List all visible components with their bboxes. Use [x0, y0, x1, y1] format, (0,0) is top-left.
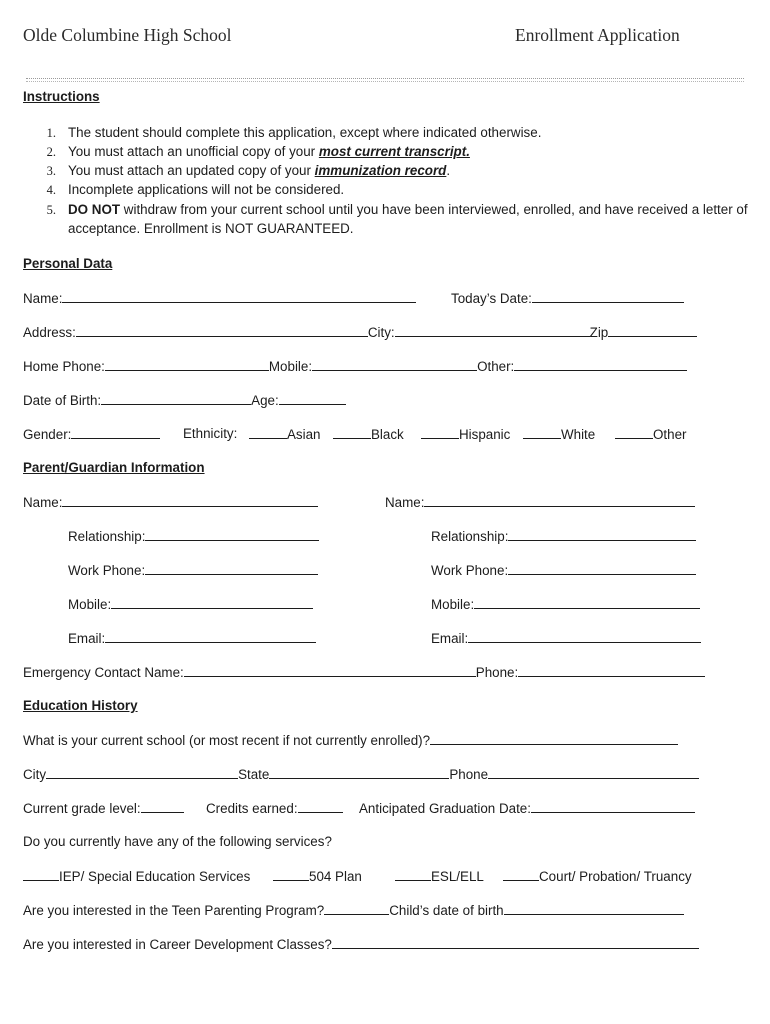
- service-504-blank[interactable]: [273, 868, 309, 881]
- graduation-row: [359, 800, 695, 816]
- guardian2-name-field[interactable]: [424, 494, 695, 507]
- guardian2-relationship-row: [431, 528, 696, 544]
- emergency-phone-field[interactable]: [518, 664, 705, 677]
- school-name: Olde Columbine High School: [23, 25, 232, 45]
- career-classes-row: [23, 936, 699, 952]
- guardian2-email-label: Email:: [431, 631, 469, 646]
- instruction-item: [68, 163, 450, 178]
- guardian1-relationship-field[interactable]: [145, 528, 319, 541]
- ethnicity-option-label: Other: [653, 427, 687, 442]
- grade-level-label: Current grade level:: [23, 801, 141, 816]
- school-phone-label: Phone: [449, 767, 489, 782]
- service-option-esl: [395, 868, 484, 884]
- school-state-label: State: [238, 767, 270, 782]
- dob-label: Date of Birth:: [23, 393, 102, 408]
- mobile-label: Mobile:: [268, 359, 313, 374]
- ethnicity-option-label: Asian: [287, 427, 321, 442]
- current-school-question: What is your current school (or most recent if not currently enrolled)?: [23, 733, 431, 748]
- instruction-number: 3.: [46, 164, 56, 178]
- education-heading: Education History: [23, 698, 138, 713]
- todays-date-field[interactable]: [532, 290, 684, 303]
- instruction-number: 1.: [46, 126, 56, 140]
- guardian1-work-phone-field[interactable]: [145, 562, 318, 575]
- guardian2-work-phone-row: [431, 562, 696, 578]
- guardian2-mobile-field[interactable]: [474, 596, 700, 609]
- ethnicity-black-blank[interactable]: [333, 426, 371, 439]
- guardian-heading: Parent/Guardian Information: [23, 460, 205, 475]
- home-phone-label: Home Phone:: [23, 359, 105, 374]
- ethnicity-label: Ethnicity:: [183, 426, 238, 441]
- school-location-row: [23, 766, 699, 782]
- instruction-text: .: [446, 163, 451, 178]
- instruction-number: 4.: [46, 183, 56, 197]
- guardian1-work-phone-label: Work Phone:: [68, 563, 146, 578]
- name-field[interactable]: [62, 290, 416, 303]
- child-dob-field[interactable]: [504, 902, 684, 915]
- header-divider: [26, 78, 744, 82]
- todays-date-row: [451, 290, 684, 306]
- todays-date-label: Today’s Date:: [451, 291, 532, 306]
- name-label: Name:: [23, 291, 63, 306]
- ethnicity-option-hispanic: [421, 426, 510, 442]
- ethnicity-option-asian: [249, 426, 321, 442]
- personal-data-heading: Personal Data: [23, 256, 113, 271]
- guardian2-email-field[interactable]: [468, 630, 701, 643]
- guardian1-relationship-row: [68, 528, 319, 544]
- service-option-504: [273, 868, 362, 884]
- emergency-contact-field[interactable]: [184, 664, 476, 677]
- address-field[interactable]: [76, 324, 368, 337]
- guardian2-name-label: Name:: [385, 495, 425, 510]
- service-option-label: ESL/ELL: [431, 869, 484, 884]
- name-row: [23, 290, 416, 306]
- school-city-field[interactable]: [46, 766, 238, 779]
- zip-field[interactable]: [608, 324, 697, 337]
- career-classes-question: Are you interested in Career Development Classes?: [23, 937, 332, 952]
- ethnicity-option-other: [615, 426, 687, 442]
- school-phone-field[interactable]: [488, 766, 699, 779]
- guardian1-mobile-label: Mobile:: [68, 597, 112, 612]
- service-option-label: 504 Plan: [309, 869, 362, 884]
- guardian1-name-field[interactable]: [62, 494, 318, 507]
- current-school-row: [23, 732, 678, 748]
- graduation-date-field[interactable]: [531, 800, 695, 813]
- do-not-emphasis: DO NOT: [68, 202, 121, 217]
- service-esl-blank[interactable]: [395, 868, 431, 881]
- school-state-field[interactable]: [269, 766, 449, 779]
- services-question: Do you currently have any of the following services?: [23, 834, 332, 849]
- emergency-contact-row: [23, 664, 705, 680]
- gender-row: [23, 426, 160, 442]
- guardian1-email-row: [68, 630, 316, 646]
- instruction-item-continued: acceptance. Enrollment is NOT GUARANTEED.: [68, 221, 354, 236]
- city-field[interactable]: [395, 324, 590, 337]
- home-phone-field[interactable]: [105, 358, 269, 371]
- guardian2-mobile-row: [431, 596, 700, 612]
- guardian1-mobile-row: [68, 596, 313, 612]
- teen-parenting-question: Are you interested in the Teen Parenting Program?: [23, 903, 325, 918]
- service-option-label: IEP/ Special Education Services: [59, 869, 251, 884]
- instruction-number: 5.: [46, 203, 56, 217]
- instruction-item: Incomplete applications will not be considered.: [68, 182, 345, 197]
- city-label: City:: [367, 325, 395, 340]
- instruction-item: [68, 202, 748, 217]
- instruction-number: 2.: [46, 145, 56, 159]
- guardian2-relationship-field[interactable]: [508, 528, 696, 541]
- ethnicity-asian-blank[interactable]: [249, 426, 287, 439]
- guardian2-email-row: [431, 630, 701, 646]
- ethnicity-option-label: Black: [371, 427, 404, 442]
- service-option-label: Court/ Probation/ Truancy: [539, 869, 692, 884]
- guardian1-name-label: Name:: [23, 495, 63, 510]
- phone-row: [23, 358, 687, 374]
- guardian2-relationship-label: Relationship:: [431, 529, 509, 544]
- immunization-emphasis: immunization record: [314, 163, 447, 178]
- guardian1-email-label: Email:: [68, 631, 106, 646]
- graduation-label: Anticipated Graduation Date:: [359, 801, 531, 816]
- ethnicity-other-blank[interactable]: [615, 426, 653, 439]
- school-city-label: City: [23, 767, 47, 782]
- transcript-emphasis: most current transcript.: [318, 144, 470, 159]
- document-title: Enrollment Application: [515, 25, 680, 45]
- guardian2-name-row: [385, 494, 695, 510]
- ethnicity-option-label: White: [561, 427, 596, 442]
- credits-field[interactable]: [298, 800, 343, 813]
- guardian1-mobile-field[interactable]: [111, 596, 313, 609]
- guardian1-work-phone-row: [68, 562, 318, 578]
- ethnicity-hispanic-blank[interactable]: [421, 426, 459, 439]
- guardian2-mobile-label: Mobile:: [431, 597, 475, 612]
- age-field[interactable]: [279, 392, 346, 405]
- service-iep-blank[interactable]: [23, 868, 59, 881]
- teen-parenting-field[interactable]: [324, 902, 389, 915]
- emergency-contact-label: Emergency Contact Name:: [23, 665, 184, 680]
- other-label: Other:: [477, 359, 515, 374]
- zip-label: Zip: [589, 325, 609, 340]
- address-row: [23, 324, 697, 340]
- guardian2-work-phone-label: Work Phone:: [431, 563, 509, 578]
- dob-row: [23, 392, 346, 408]
- current-school-field[interactable]: [430, 732, 678, 745]
- dob-field[interactable]: [101, 392, 251, 405]
- teen-parenting-row: [23, 902, 684, 918]
- guardian1-relationship-label: Relationship:: [68, 529, 146, 544]
- emergency-phone-label: Phone:: [475, 665, 519, 680]
- instructions-heading: Instructions: [23, 89, 100, 104]
- credits-label: Credits earned:: [206, 801, 298, 816]
- ethnicity-option-black: [333, 426, 404, 442]
- grade-level-row: [23, 800, 184, 816]
- service-court-blank[interactable]: [503, 868, 539, 881]
- guardian2-work-phone-field[interactable]: [508, 562, 696, 575]
- other-phone-field[interactable]: [514, 358, 687, 371]
- ethnicity-white-blank[interactable]: [523, 426, 561, 439]
- ethnicity-option-label: Hispanic: [459, 427, 511, 442]
- gender-field[interactable]: [71, 426, 160, 439]
- gender-label: Gender:: [23, 427, 72, 442]
- service-option-court: [503, 868, 692, 884]
- mobile-field[interactable]: [312, 358, 477, 371]
- instruction-item: [68, 144, 470, 159]
- career-classes-field[interactable]: [332, 936, 699, 949]
- guardian1-name-row: [23, 494, 318, 510]
- guardian1-email-field[interactable]: [105, 630, 316, 643]
- instruction-item: The student should complete this application, except where indicated otherwise.: [68, 125, 542, 140]
- address-label: Address:: [23, 325, 76, 340]
- child-dob-label: Child’s date of birth: [389, 903, 504, 918]
- service-option-iep: [23, 868, 250, 884]
- age-label: Age:: [251, 393, 279, 408]
- instruction-text: You must attach an unofficial copy of your: [68, 144, 319, 159]
- ethnicity-option-white: [523, 426, 595, 442]
- grade-level-field[interactable]: [141, 800, 184, 813]
- instruction-text: You must attach an updated copy of your: [68, 163, 315, 178]
- instruction-text: withdraw from your current school until you have been interviewed, enrolled, and have received a letter of: [120, 202, 748, 217]
- credits-row: [206, 800, 343, 816]
